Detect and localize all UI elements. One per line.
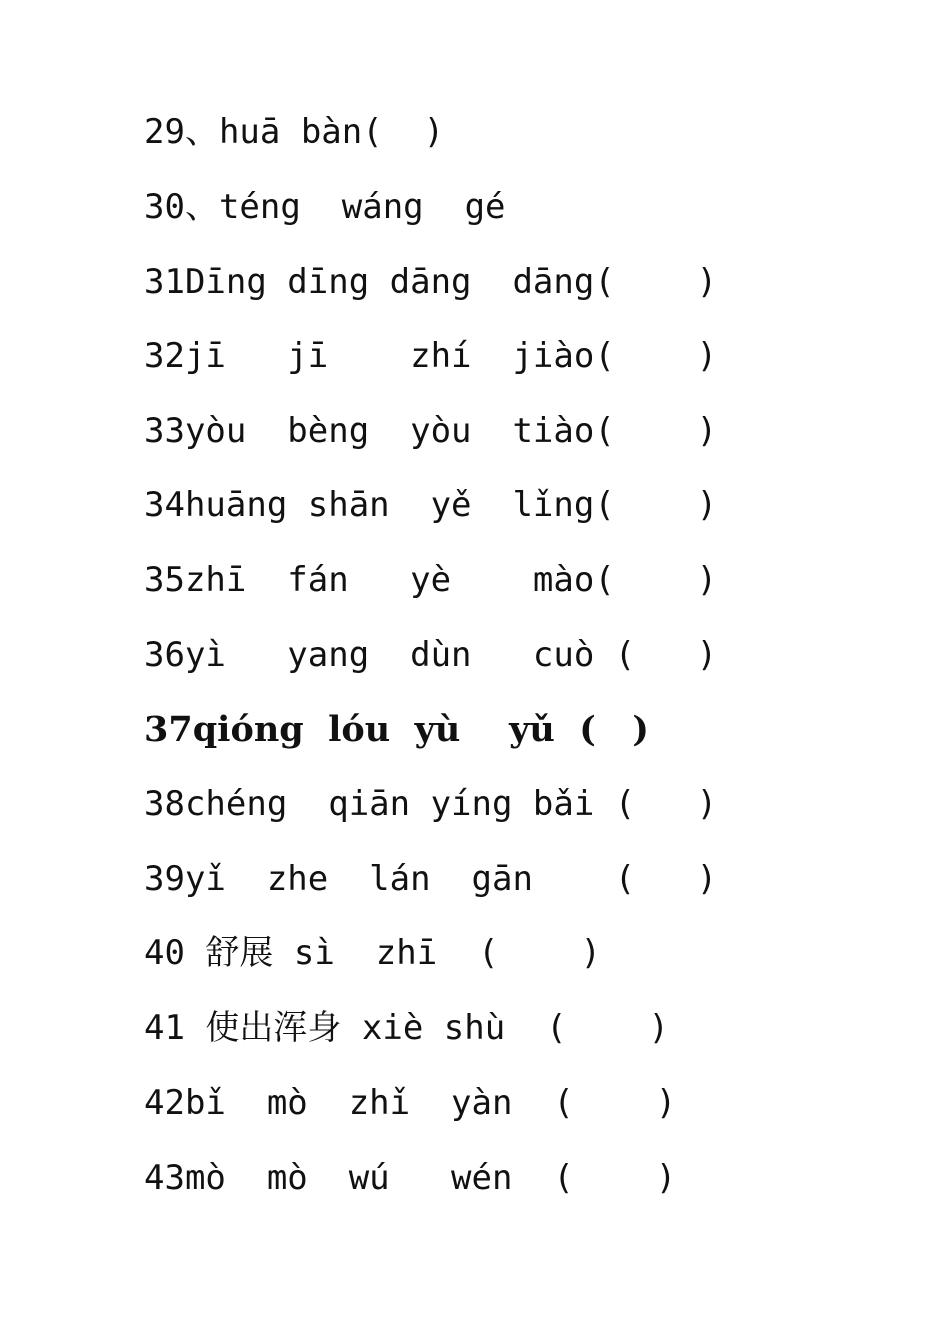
exercise-line-36: 36yì yang dùn cuò ( ) [144,635,718,675]
exercise-line-43: 43mò mò wú wén ( ) [144,1158,677,1198]
exercise-line-29: 29、huā bàn( ) [144,112,445,152]
exercise-line-34: 34huāng shān yě lǐng( ) [144,485,718,525]
exercise-line-42: 42bǐ mò zhǐ yàn ( ) [144,1083,677,1123]
exercise-line-40: 40 舒展 sì zhī ( ) [144,933,601,973]
exercise-line-41: 41 使出浑身 xiè shù ( ) [144,1008,669,1048]
exercise-line-39: 39yǐ zhe lán gān ( ) [144,859,718,899]
exercise-line-33: 33yòu bèng yòu tiào( ) [144,411,718,451]
exercise-line-32: 32jī jī zhí jiào( ) [144,336,718,376]
exercise-line-35: 35zhī fán yè mào( ) [144,560,718,600]
exercise-line-37: 37qióng lóu yù yǔ ( ) [144,709,649,750]
exercise-line-30: 30、téng wáng gé [144,187,506,227]
exercise-line-38: 38chéng qiān yíng bǎi ( ) [144,784,718,824]
exercise-line-31: 31Dīng dīng dāng dāng( ) [144,262,718,302]
